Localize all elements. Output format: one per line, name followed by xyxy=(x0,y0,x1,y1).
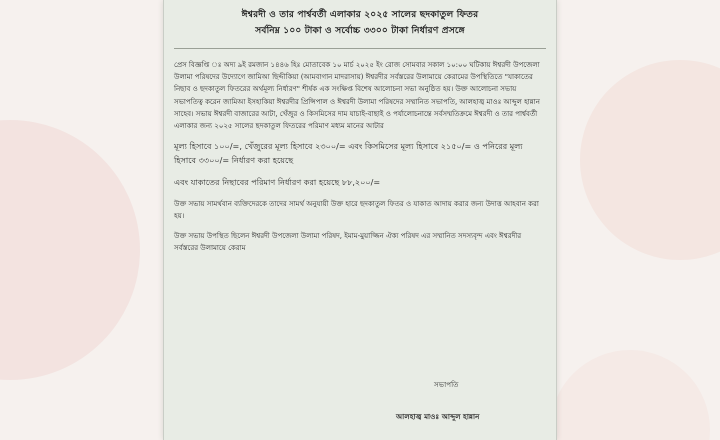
zakat-nisab-paragraph: এবং যাকাতের নিছাবের পরিমাণ নির্ধারণ করা হয়েছে ৮৮,২০০/= xyxy=(174,176,381,187)
document-title-line-1: ঈশ্বরদী ও তার পার্শ্ববর্তী এলাকার ২০২৫ সালের ছদকাতুল ফিতর xyxy=(241,9,479,20)
signature-role: সভাপতি xyxy=(434,380,459,389)
appeal-paragraph: উক্ত সভায় সামর্থবান ব্যক্তিদেরকে তাদের সামর্থ অনুযায়ী উক্ত হারে ছদকাতুল ফিতর ও যাকাত আদায় করার জন্য উদাত্ত আহবান করা হয়। xyxy=(174,199,539,220)
press-release-paragraph: প্রেস বিজ্ঞপ্তি ঃ অদ্য ৯ই রমজান ১৪৪৬ হিঃ মোতাবেক ১০ মার্চ ২০২৫ ইং রোজ সোমবার সকাল ১০:০০ ঘটিকায় ঈশ্বরদী উপজেলা উলামা পরিষদের উদ্যোগে জামিআ ছিদ্দীকিয়া (আমবাগান মাদরাসায়) ঈশ্বরদীর সর্বস্তরের উলামায়ে কেরামের উপস্থিতিতে "যাকাতের নিছাব ও ছদকাতুল ফিতরের অর্থমূল্য নির্ধারণ" শীর্ষক এক সংক্ষিপ্ত বিশেষ আলোচনা সভা অনুষ্ঠিত হয়। উক্ত আলোচনা সভায় সভাপতিত্ব করেন জামিআ ইসহাকিয়া ঈশ্বরদীর প্রিন্সিপাল ও ঈশ্বরদী উলামা পরিষদের সম্মানিত সভাপতি, আলহাজ্ব মাওঃ আব্দুল হান্নান সাহেব। সভায় ঈশ্বরদী বাজারের আটা, খেঁজুর ও কিসমিসের দাম যাচাই-বাছাই ও পর্যালোচনান্তে সর্বসম্মতিক্রমে ঈশ্বরদী ও তার পার্শ্ববর্তী এলাকার জন্য ২০২৫ সালের ছদকাতুল ফিতরের পরিমাণ মধ্যম মানের আটার xyxy=(174,61,540,131)
attendees-paragraph: উক্ত সভায় উপস্থিত ছিলেন ঈশ্বরদী উপজেলা উলামা পরিষদ, ইমাম-মুয়াজ্জিন ঐক্য পরিষদ এর সম্মানিত সদস্যবৃন্দ এবং ঈশ্বরদীর সর্বস্তরের উলামায়ে কেরাম xyxy=(174,232,522,253)
background-decoration-left xyxy=(0,120,140,380)
press-release-document xyxy=(163,0,557,440)
title-divider xyxy=(174,48,546,49)
document-title-line-2: সর্বনিম্ন ১০০ টাকা ও সর্বোচ্চ ৩৩০০ টাকা নির্ধারণ প্রসঙ্গে xyxy=(255,25,465,36)
background-decoration-bottom-right xyxy=(550,350,710,440)
price-paragraph: মূল্য হিসাবে ১০০/=, খেঁজুরের মূল্য হিসাবে ২৩০০/= এবং কিসমিসের মূল্য হিসাবে ২১৫০/= ও পনিরের মূল্য হিসাবে ৩৩০০/= নির্ধারণ করা হয়েছে xyxy=(174,141,523,166)
background-decoration-right xyxy=(580,60,720,260)
signature-name: আলহাজ্ব মাওঃ আব্দুল হান্নান xyxy=(396,412,480,421)
